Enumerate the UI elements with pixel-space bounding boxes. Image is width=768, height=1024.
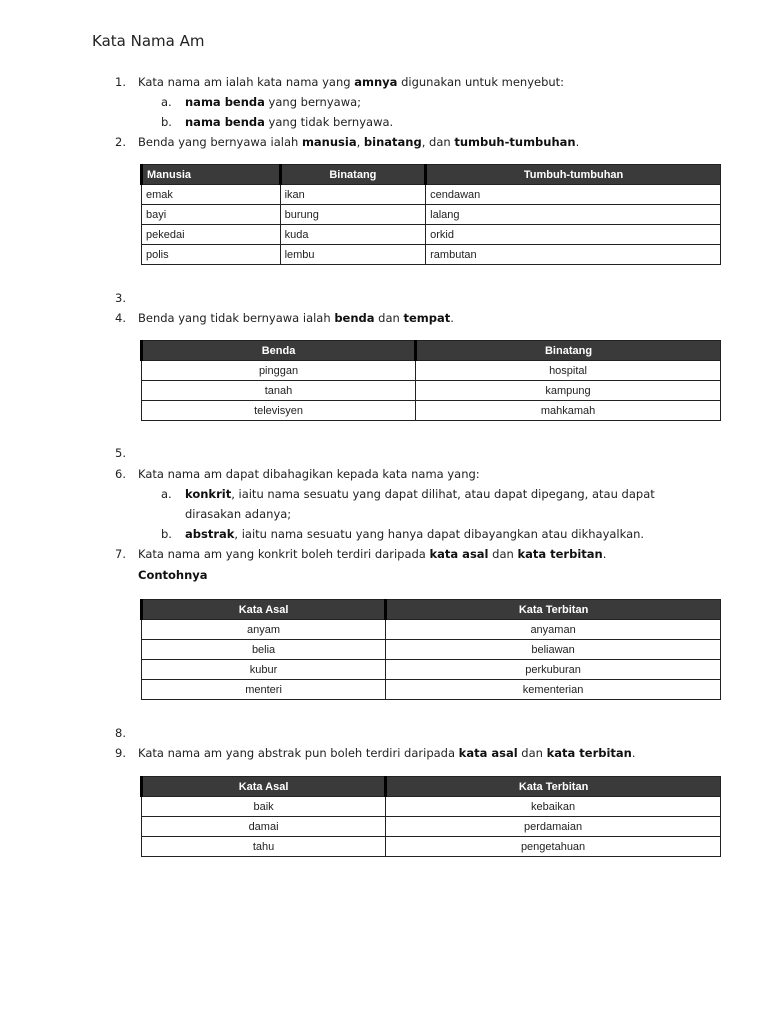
column-header: Kata Terbitan [386,600,721,620]
sub-item-6a: konkrit, iaitu nama sesuatu yang dapat dilihat, atau dapat dipegang, atau dapat [185,487,655,501]
list-item-6: Kata nama am dapat dibahagikan kepada kata nama yang: [138,467,480,481]
table-row [142,660,721,680]
sub-label: a. [161,487,172,501]
list-item-1: Kata nama am ialah kata nama yang amnya digunakan untuk menyebut: [138,75,565,89]
list-number: 1. [115,75,126,89]
table-row [142,185,721,205]
list-number: 5. [115,446,126,460]
table-row [142,817,721,837]
table-living-things [140,164,721,265]
table-cell: perkuburan [386,660,721,680]
table-cell: belia [142,640,386,660]
sub-item-1b: nama benda yang tidak bernyawa. [185,115,394,129]
table-cell: cendawan [426,185,721,205]
sub-label: b. [161,527,172,541]
table-cell: pengetahuan [386,837,721,857]
table-cell: orkid [426,225,721,245]
table-cell: pekedai [142,225,281,245]
table-non-living-things [140,340,721,421]
table-cell: hospital [416,361,721,381]
table-row [142,245,721,265]
list-number: 3. [115,291,126,305]
table-cell: kubur [142,660,386,680]
table-cell: damai [142,817,386,837]
table-cell: tanah [142,381,416,401]
table-row [142,640,721,660]
table-cell: emak [142,185,281,205]
table-cell: burung [280,205,426,225]
column-header: Binatang [280,165,426,185]
table-concrete-examples [140,599,721,700]
table-header-row [142,341,721,361]
sub-label: a. [161,95,172,109]
sub-item-6a-continued: dirasakan adanya; [185,507,292,521]
table-cell: anyaman [386,620,721,640]
table-cell: kuda [280,225,426,245]
table-cell: rambutan [426,245,721,265]
table-row [142,401,721,421]
table-cell: kementerian [386,680,721,700]
table-header-row [142,600,721,620]
column-header: Binatang [416,341,721,361]
table-cell: mahkamah [416,401,721,421]
table-row [142,205,721,225]
page-title: Kata Nama Am [92,32,205,50]
table-cell: pinggan [142,361,416,381]
column-header: Kata Terbitan [386,777,721,797]
example-label: Contohnya [138,568,208,582]
column-header: Manusia [142,165,281,185]
table-row [142,680,721,700]
sub-item-1a: nama benda yang bernyawa; [185,95,362,109]
table-row [142,797,721,817]
sub-label: b. [161,115,172,129]
table-row [142,837,721,857]
table-cell: beliawan [386,640,721,660]
column-header: Benda [142,341,416,361]
table-row [142,381,721,401]
table-cell: lalang [426,205,721,225]
table-row [142,225,721,245]
table-cell: lembu [280,245,426,265]
list-item-9: Kata nama am yang abstrak pun boleh terdiri daripada kata asal dan kata terbitan. [138,746,636,760]
table-row [142,620,721,640]
table-cell: kebaikan [386,797,721,817]
list-number: 8. [115,726,126,740]
table-cell: perdamaian [386,817,721,837]
list-item-2: Benda yang bernyawa ialah manusia, binatang, dan tumbuh-tumbuhan. [138,135,580,149]
list-number: 7. [115,547,126,561]
table-row [142,361,721,381]
table-cell: tahu [142,837,386,857]
list-item-7: Kata nama am yang konkrit boleh terdiri daripada kata asal dan kata terbitan. [138,547,607,561]
table-cell: bayi [142,205,281,225]
table-cell: kampung [416,381,721,401]
table-cell: baik [142,797,386,817]
list-number: 2. [115,135,126,149]
table-cell: televisyen [142,401,416,421]
sub-item-6b: abstrak, iaitu nama sesuatu yang hanya dapat dibayangkan atau dikhayalkan. [185,527,645,541]
table-cell: polis [142,245,281,265]
column-header: Kata Asal [142,777,386,797]
list-number: 6. [115,467,126,481]
list-number: 9. [115,746,126,760]
table-cell: anyam [142,620,386,640]
column-header: Tumbuh-tumbuhan [426,165,721,185]
table-cell: ikan [280,185,426,205]
list-item-4: Benda yang tidak bernyawa ialah benda dan tempat. [138,311,454,325]
table-abstract-examples [140,776,721,857]
list-number: 4. [115,311,126,325]
table-cell: menteri [142,680,386,700]
column-header: Kata Asal [142,600,386,620]
table-header-row [142,165,721,185]
table-header-row [142,777,721,797]
